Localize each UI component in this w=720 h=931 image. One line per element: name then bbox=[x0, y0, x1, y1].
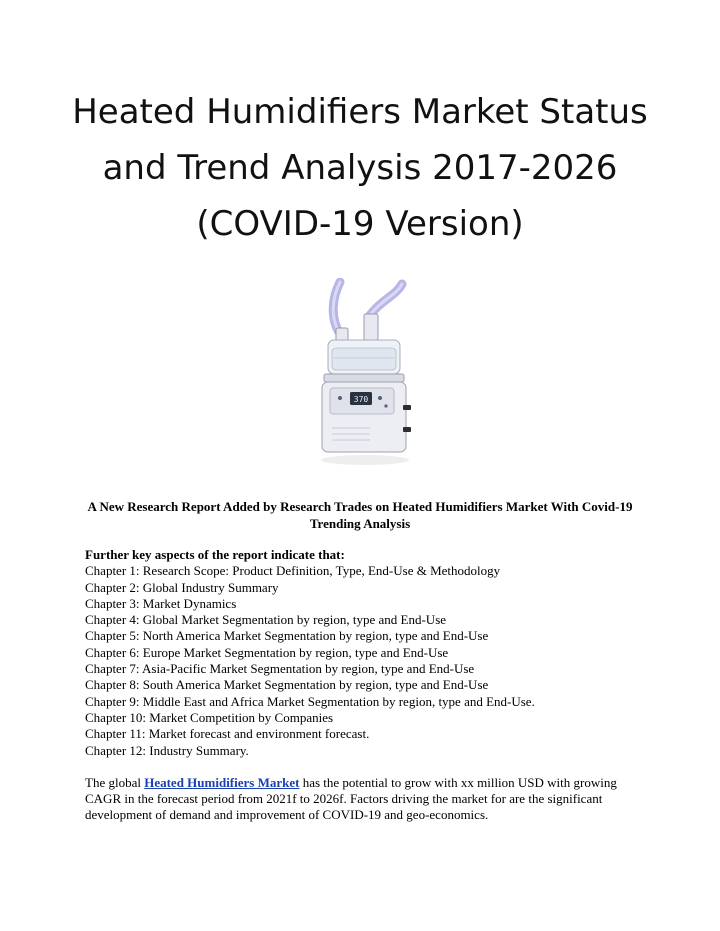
report-subtitle: A New Research Report Added by Research Trades on Heated Humidifiers Market With Covid-19 Trending Analysis bbox=[87, 499, 633, 531]
chapter-item: Chapter 7: Asia-Pacific Market Segmentation by region, type and End-Use bbox=[85, 661, 475, 677]
heated-humidifier-image bbox=[310, 278, 420, 478]
chapter-item: Chapter 8: South America Market Segmentation by region, type and End-Use bbox=[85, 677, 489, 693]
market-summary-paragraph bbox=[85, 775, 645, 824]
chapter-item: Chapter 5: North America Market Segmentation by region, type and End-Use bbox=[85, 628, 489, 644]
chapter-item: Chapter 12: Industry Summary. bbox=[85, 742, 249, 758]
report-body bbox=[85, 547, 645, 824]
chapter-item: Chapter 10: Market Competition by Companies bbox=[85, 709, 334, 725]
summary-prefix: The global bbox=[85, 774, 145, 790]
chapter-item: Chapter 1: Research Scope: Product Definition, Type, End-Use & Methodology bbox=[85, 563, 501, 579]
document-title: Heated Humidifiers Market Status and Trend Analysis 2017-2026 (COVID-19 Version) bbox=[72, 92, 648, 244]
chapter-list bbox=[85, 563, 645, 759]
chapter-item: Chapter 3: Market Dynamics bbox=[85, 595, 237, 611]
chapter-item: Chapter 9: Middle East and Africa Market Segmentation by region, type and End-Use. bbox=[85, 693, 535, 709]
summary-suffix: has the potential to grow with xx million USD with growing CAGR in the forecast period from 2021f to 2026f. Factors driving the market for are the significant development of demand and improvement of COVID-19 and geo-economics. bbox=[85, 774, 617, 823]
chapter-item: Chapter 6: Europe Market Segmentation by region, type and End-Use bbox=[85, 644, 449, 660]
chapter-item: Chapter 11: Market forecast and environment forecast. bbox=[85, 726, 370, 742]
chapter-item: Chapter 4: Global Market Segmentation by region, type and End-Use bbox=[85, 612, 447, 628]
key-aspects-heading: Further key aspects of the report indicate that: bbox=[85, 547, 345, 562]
heated-humidifiers-market-link[interactable]: Heated Humidifiers Market bbox=[144, 774, 300, 790]
chapter-item: Chapter 2: Global Industry Summary bbox=[85, 579, 279, 595]
device-display-reading: 370 bbox=[353, 395, 369, 404]
